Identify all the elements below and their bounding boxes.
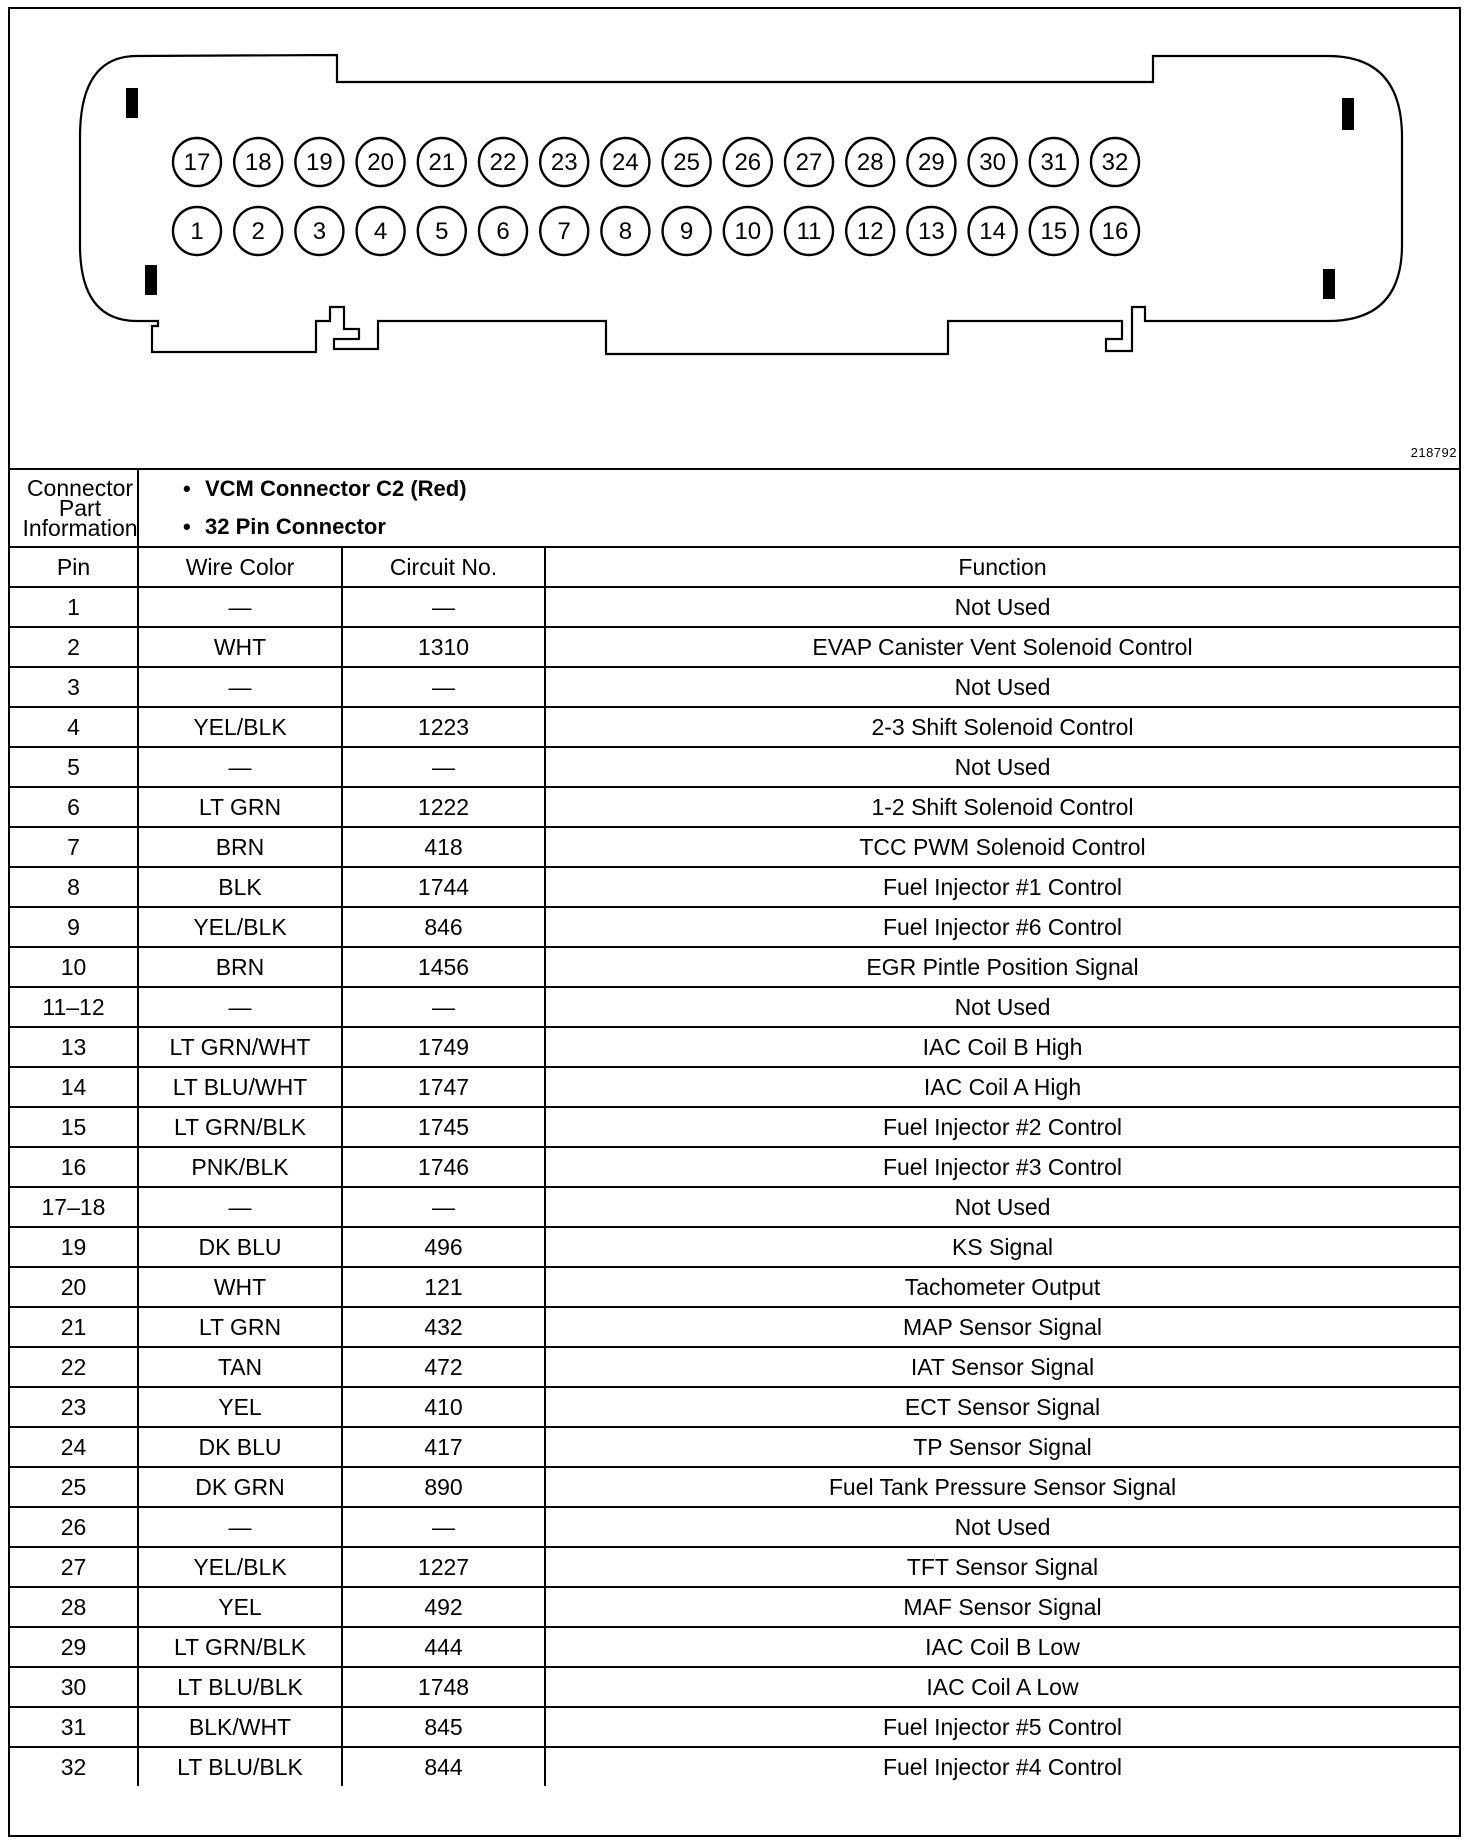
wire-color-cell: TAN xyxy=(138,1347,342,1387)
wire-color-cell: LT GRN/WHT xyxy=(138,1027,342,1067)
table-row xyxy=(10,1547,1459,1587)
circuit-cell: 845 xyxy=(342,1707,545,1747)
pin-cell: 9 xyxy=(10,907,138,947)
function-cell: MAP Sensor Signal xyxy=(545,1307,1459,1347)
function-cell: Not Used xyxy=(545,587,1459,627)
table-row xyxy=(10,1187,1459,1227)
pin-cell: 25 xyxy=(10,1467,138,1507)
wire-color-cell: LT BLU/BLK xyxy=(138,1747,342,1786)
wire-color-cell: BRN xyxy=(138,827,342,867)
wire-color-cell: BLK/WHT xyxy=(138,1707,342,1747)
table-row xyxy=(10,1027,1459,1067)
wire-color-cell: — xyxy=(138,1507,342,1547)
pin-number-label: 11 xyxy=(796,218,822,245)
function-cell: TCC PWM Solenoid Control xyxy=(545,827,1459,867)
function-cell: EGR Pintle Position Signal xyxy=(545,947,1459,987)
pin-number-label: 30 xyxy=(979,149,1006,176)
circuit-cell: 844 xyxy=(342,1747,545,1786)
table-row xyxy=(10,1667,1459,1707)
circuit-cell: 418 xyxy=(342,827,545,867)
wire-color-cell: LT GRN xyxy=(138,1307,342,1347)
table-row xyxy=(10,1387,1459,1427)
circuit-cell: 1227 xyxy=(342,1547,545,1587)
pin-cell: 1 xyxy=(10,587,138,627)
pin-cell: 17–18 xyxy=(10,1187,138,1227)
pin-number-label: 5 xyxy=(435,218,449,245)
pin-cell: 14 xyxy=(10,1067,138,1107)
circuit-cell: 432 xyxy=(342,1307,545,1347)
wire-color-cell: YEL xyxy=(138,1387,342,1427)
pin-number-label: 9 xyxy=(679,218,694,245)
pin-number-label: 1 xyxy=(190,218,204,245)
table-row xyxy=(10,787,1459,827)
pin-cell: 20 xyxy=(10,1267,138,1307)
connector-info-item: • 32 Pin Connector xyxy=(183,514,386,539)
pin-number-label: 14 xyxy=(979,218,1006,245)
connector-info-item-text: 32 Pin Connector xyxy=(205,514,386,539)
table-row xyxy=(10,667,1459,707)
table-row xyxy=(10,947,1459,987)
function-cell: 1-2 Shift Solenoid Control xyxy=(545,787,1459,827)
pin-number-label: 6 xyxy=(496,218,510,245)
circuit-cell: 1456 xyxy=(342,947,545,987)
function-cell: Not Used xyxy=(545,747,1459,787)
pin-cell: 23 xyxy=(10,1387,138,1427)
pin-cell: 10 xyxy=(10,947,138,987)
function-cell: Fuel Injector #2 Control xyxy=(545,1107,1459,1147)
wire-color-cell: WHT xyxy=(138,627,342,667)
circuit-cell: 846 xyxy=(342,907,545,947)
pinout-table xyxy=(10,470,1459,1786)
function-cell: IAT Sensor Signal xyxy=(545,1347,1459,1387)
key-bottom-right xyxy=(1323,269,1335,299)
pin-cell: 11–12 xyxy=(10,987,138,1027)
pin-cell: 32 xyxy=(10,1747,138,1786)
function-cell: KS Signal xyxy=(545,1227,1459,1267)
pin-cell: 4 xyxy=(10,707,138,747)
table-row xyxy=(10,1307,1459,1347)
pin-cell: 29 xyxy=(10,1627,138,1667)
wire-color-cell: YEL/BLK xyxy=(138,1547,342,1587)
pin-number-label: 27 xyxy=(795,149,823,176)
circuit-cell: 444 xyxy=(342,1627,545,1667)
document-frame xyxy=(8,7,1461,1837)
table-row xyxy=(10,1107,1459,1147)
connector-diagram xyxy=(10,9,1459,470)
key-bottom-left xyxy=(145,265,157,295)
circuit-cell: — xyxy=(342,667,545,707)
table-body xyxy=(10,587,1459,1786)
pin-cell: 13 xyxy=(10,1027,138,1067)
pin-number-label: 17 xyxy=(183,149,211,176)
key-top-right xyxy=(1342,98,1354,130)
wire-color-cell: — xyxy=(138,987,342,1027)
pin-cell: 6 xyxy=(10,787,138,827)
circuit-cell: 472 xyxy=(342,1347,545,1387)
pin-number-label: 25 xyxy=(673,149,700,176)
wire-color-cell: YEL/BLK xyxy=(138,707,342,747)
circuit-cell: 1746 xyxy=(342,1147,545,1187)
pin-number-label: 15 xyxy=(1040,218,1068,245)
table-row xyxy=(10,1147,1459,1187)
circuit-cell: — xyxy=(342,747,545,787)
pin-number-label: 20 xyxy=(367,149,394,176)
pin-cell: 30 xyxy=(10,1667,138,1707)
wire-color-cell: — xyxy=(138,587,342,627)
function-cell: Not Used xyxy=(545,987,1459,1027)
pin-cell: 24 xyxy=(10,1427,138,1467)
pin-cell: 22 xyxy=(10,1347,138,1387)
function-cell: Not Used xyxy=(545,1507,1459,1547)
pin-number-label: 18 xyxy=(244,149,272,176)
wire-color-cell: LT BLU/BLK xyxy=(138,1667,342,1707)
key-top-left xyxy=(126,88,138,118)
function-cell: MAF Sensor Signal xyxy=(545,1587,1459,1627)
function-cell: Fuel Injector #3 Control xyxy=(545,1147,1459,1187)
pin-cell: 2 xyxy=(10,627,138,667)
wire-color-cell: — xyxy=(138,747,342,787)
pin-number-label: 16 xyxy=(1101,218,1129,245)
pin-number-label: 21 xyxy=(428,149,456,176)
table-row xyxy=(10,907,1459,947)
table-row xyxy=(10,987,1459,1027)
pin-cell: 27 xyxy=(10,1547,138,1587)
pin-number-label: 8 xyxy=(618,218,633,245)
wire-color-cell: DK GRN xyxy=(138,1467,342,1507)
function-cell: 2-3 Shift Solenoid Control xyxy=(545,707,1459,747)
function-cell: Fuel Injector #4 Control xyxy=(545,1747,1459,1786)
function-cell: Not Used xyxy=(545,667,1459,707)
function-cell: Tachometer Output xyxy=(545,1267,1459,1307)
table-row xyxy=(10,1467,1459,1507)
circuit-cell: — xyxy=(342,587,545,627)
circuit-cell: 496 xyxy=(342,1227,545,1267)
pin-number-label: 10 xyxy=(734,218,762,245)
wire-color-cell: — xyxy=(138,1187,342,1227)
wire-color-cell: PNK/BLK xyxy=(138,1147,342,1187)
table-row xyxy=(10,1627,1459,1667)
connector-info-label-text: Connector Part Information xyxy=(22,475,138,541)
pin-number-label: 28 xyxy=(856,149,884,176)
connector-info-row xyxy=(10,470,1459,547)
pin-number-label: 7 xyxy=(557,218,571,245)
pin-number-label: 29 xyxy=(918,149,945,176)
circuit-cell: — xyxy=(342,987,545,1027)
connector-face-drawing xyxy=(10,9,1459,468)
pin-number-label: 12 xyxy=(856,218,884,245)
pin-number-label: 31 xyxy=(1040,149,1068,176)
connector-info-item-text: VCM Connector C2 (Red) xyxy=(205,476,467,501)
function-cell: TP Sensor Signal xyxy=(545,1427,1459,1467)
circuit-cell: 1223 xyxy=(342,707,545,747)
connector-info-label xyxy=(10,470,138,547)
table-row xyxy=(10,1587,1459,1627)
table-row xyxy=(10,1067,1459,1107)
column-header-circuit: Circuit No. xyxy=(342,547,545,587)
function-cell: IAC Coil B Low xyxy=(545,1627,1459,1667)
function-cell: Fuel Tank Pressure Sensor Signal xyxy=(545,1467,1459,1507)
function-cell: Fuel Injector #1 Control xyxy=(545,867,1459,907)
pin-number-label: 3 xyxy=(312,218,327,245)
table-row xyxy=(10,707,1459,747)
circuit-cell: 410 xyxy=(342,1387,545,1427)
function-cell: Not Used xyxy=(545,1187,1459,1227)
wire-color-cell: LT BLU/WHT xyxy=(138,1067,342,1107)
circuit-cell: 417 xyxy=(342,1427,545,1467)
wire-color-cell: WHT xyxy=(138,1267,342,1307)
pin-cell: 31 xyxy=(10,1707,138,1747)
wire-color-cell: YEL xyxy=(138,1587,342,1627)
pin-cell: 16 xyxy=(10,1147,138,1187)
function-cell: IAC Coil B High xyxy=(545,1027,1459,1067)
circuit-cell: 1748 xyxy=(342,1667,545,1707)
pin-cell: 28 xyxy=(10,1587,138,1627)
figure-id: 218792 xyxy=(1410,445,1457,460)
pin-number-label: 26 xyxy=(734,149,762,176)
connector-info-list xyxy=(138,470,1459,547)
pin-cell: 7 xyxy=(10,827,138,867)
circuit-cell: 1310 xyxy=(342,627,545,667)
function-cell: IAC Coil A Low xyxy=(545,1667,1459,1707)
wire-color-cell: DK BLU xyxy=(138,1227,342,1267)
table-row xyxy=(10,827,1459,867)
wire-color-cell: DK BLU xyxy=(138,1427,342,1467)
table-header-row xyxy=(10,547,1459,587)
wire-color-cell: LT GRN xyxy=(138,787,342,827)
table-row xyxy=(10,867,1459,907)
circuit-cell: — xyxy=(342,1187,545,1227)
circuit-cell: 492 xyxy=(342,1587,545,1627)
circuit-cell: 121 xyxy=(342,1267,545,1307)
table-row xyxy=(10,1507,1459,1547)
pin-number-label: 24 xyxy=(612,149,639,176)
circuit-cell: 1747 xyxy=(342,1067,545,1107)
pin-layer xyxy=(173,138,1139,255)
connector-info-item: • VCM Connector C2 (Red) xyxy=(183,476,467,501)
pin-number-label: 23 xyxy=(550,149,578,176)
table-row xyxy=(10,1227,1459,1267)
circuit-cell: 1749 xyxy=(342,1027,545,1067)
wire-color-cell: — xyxy=(138,667,342,707)
function-cell: IAC Coil A High xyxy=(545,1067,1459,1107)
function-cell: EVAP Canister Vent Solenoid Control xyxy=(545,627,1459,667)
column-header-pin: Pin xyxy=(10,547,138,587)
circuit-cell: 890 xyxy=(342,1467,545,1507)
table-row xyxy=(10,1427,1459,1467)
pin-cell: 3 xyxy=(10,667,138,707)
connector-outline xyxy=(80,55,1402,354)
circuit-cell: — xyxy=(342,1507,545,1547)
circuit-cell: 1744 xyxy=(342,867,545,907)
column-header-wire-color: Wire Color xyxy=(138,547,342,587)
function-cell: Fuel Injector #5 Control xyxy=(545,1707,1459,1747)
table-row xyxy=(10,1267,1459,1307)
table-row xyxy=(10,1707,1459,1747)
wire-color-cell: YEL/BLK xyxy=(138,907,342,947)
table-row xyxy=(10,747,1459,787)
table-row xyxy=(10,1347,1459,1387)
wire-color-cell: BRN xyxy=(138,947,342,987)
wire-color-cell: LT GRN/BLK xyxy=(138,1627,342,1667)
pin-number-label: 22 xyxy=(489,149,517,176)
table-row xyxy=(10,587,1459,627)
pin-cell: 21 xyxy=(10,1307,138,1347)
pin-cell: 26 xyxy=(10,1507,138,1547)
function-cell: ECT Sensor Signal xyxy=(545,1387,1459,1427)
pin-number-label: 13 xyxy=(918,218,945,245)
column-header-function: Function xyxy=(545,547,1459,587)
pin-cell: 8 xyxy=(10,867,138,907)
pin-number-label: 2 xyxy=(251,218,265,245)
pin-cell: 15 xyxy=(10,1107,138,1147)
wire-color-cell: BLK xyxy=(138,867,342,907)
function-cell: Fuel Injector #6 Control xyxy=(545,907,1459,947)
pin-number-label: 4 xyxy=(373,218,388,245)
table-row xyxy=(10,1747,1459,1786)
pin-cell: 19 xyxy=(10,1227,138,1267)
circuit-cell: 1745 xyxy=(342,1107,545,1147)
wire-color-cell: LT GRN/BLK xyxy=(138,1107,342,1147)
pin-number-label: 32 xyxy=(1101,149,1129,176)
pin-cell: 5 xyxy=(10,747,138,787)
pin-number-label: 19 xyxy=(306,149,333,176)
table-row xyxy=(10,627,1459,667)
function-cell: TFT Sensor Signal xyxy=(545,1547,1459,1587)
circuit-cell: 1222 xyxy=(342,787,545,827)
